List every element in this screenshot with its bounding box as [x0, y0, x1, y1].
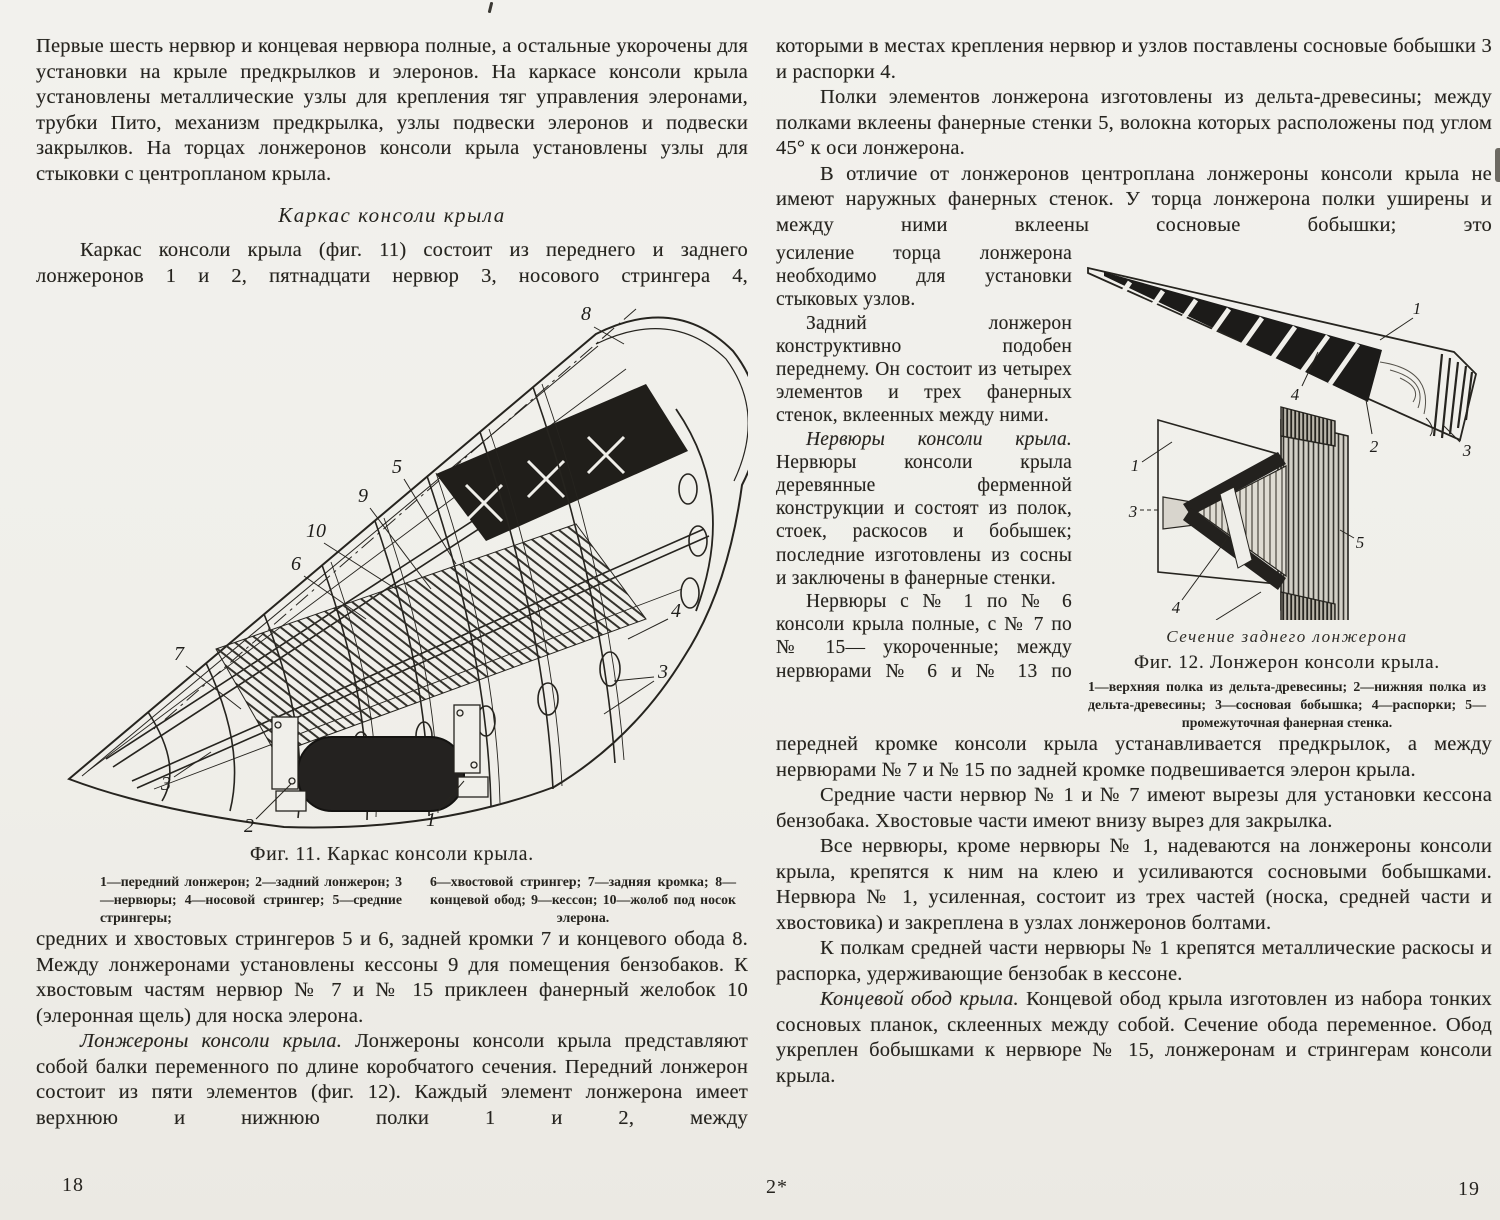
- figure-11: [36, 289, 748, 927]
- fig11-legend-col1: 1—передний лонжерон; 2—задний лонжерон; 3—нервюры; 4—носовой стрингер; 5—средние стрингеры;: [100, 874, 402, 925]
- fig12-spar-drawing: [1082, 242, 1492, 620]
- fig11-legend-col2: 6—хвостовой стрингер; 7—задняя кромка; 8—концевой обод; 9—кессон; 10—жолоб под носок элерона.: [430, 874, 736, 925]
- paragraph-lead: Нервюры консоли крыла.: [806, 428, 1072, 450]
- paragraph-reinforce: усиление торца лонжерона необходимо для установки стыковых узлов.: [776, 243, 1072, 311]
- paragraph-flanges: Полки элементов лонжерона изготовлены из дельта-древесины; между полками вклеены фанерные стенки 5, волокна которых расположены под углом 45° к оси лонжерона.: [776, 86, 1492, 159]
- paragraph-rest: Нервюры консоли крыла деревянные ферменной конструкции и состоят из полок, стоек, раскосов и бобышек; последние изготовлены из сосны и заключены в фанерные стенки.: [776, 451, 1072, 589]
- fig12-label-sec-3: 3: [1128, 502, 1138, 521]
- fig11-label-9: 9: [358, 485, 368, 507]
- right-page-column: [776, 34, 1492, 1089]
- page-number-left: 18: [62, 1174, 84, 1196]
- fig11-label-7: 7: [174, 643, 184, 665]
- fig11-label-1: 1: [426, 809, 436, 831]
- scan-mark: [488, 2, 494, 13]
- paragraph-cutouts: Средние части нервюр № 1 и № 7 имеют вырезы для установки кессона бензобака. Хвостовые части имеют внизу вырез для закрылка.: [776, 784, 1492, 832]
- fig12-label-top-1: 1: [1412, 299, 1422, 318]
- fig12-label-top-3: 3: [1462, 441, 1472, 460]
- paragraph-tip-rim: [776, 987, 1492, 1089]
- fig12-label-sec-1: 1: [1130, 456, 1140, 475]
- fig11-label-3-right: 3: [658, 661, 668, 683]
- fig11-caption: Фиг. 11. Каркас консоли крыла.: [250, 844, 534, 865]
- paragraph-rib-numbers: Нервюры с № 1 по № 6 консоли крыла полные, с № 7 по № 15— укороченные; между нервюрами № 6 и № 13 по: [776, 591, 1072, 682]
- figure-12: [1082, 242, 1492, 732]
- fig11-legend: [36, 873, 748, 927]
- paragraph-spars: [36, 1029, 748, 1131]
- fig11-label-4: 4: [671, 600, 681, 622]
- signature-mark: 2*: [766, 1176, 788, 1198]
- fig11-drawing: [69, 309, 748, 828]
- fig12-caption: Фиг. 12. Лонжерон консоли крыла.: [1134, 652, 1440, 673]
- fig12-section-label: Сечение заднего лонжерона: [1166, 627, 1408, 646]
- paragraph-rib-mounting: Все нервюры, кроме нервюры № 1, надеваются на лонжероны консоли крыла, крепятся к ним на клею и усиливаются сосновыми бобышками. Нервюра № 1, усиленная, состоит из трех частей (носка, средней части и хвостовика) и закреплена в узлах лонжеронов болтами.: [776, 835, 1492, 934]
- paragraph-lead: Концевой обод крыла.: [820, 988, 1019, 1010]
- paragraph-rest: Лонжероны консоли крыла представляют собой балки переменного по длине коробчатого сечения. Передний лонжерон состоит из пяти элементов (фиг. 12). Каждый элемент лонжерона имеет верхнюю и нижнюю полки 1 и 2, между: [36, 1030, 748, 1129]
- fig12-label-sec-2: [1206, 617, 1215, 620]
- paragraph-lead: Лонжероны консоли крыла.: [80, 1030, 343, 1052]
- fig11-label-6: 6: [291, 553, 301, 575]
- fig12-legend: 1—верхняя полка из дельта-древесины; 2—нижняя полка из дельта-древесины; 3—сосновая бобышка; 4—распорки; 5—промежуточная фанерная стенка.: [1088, 679, 1486, 730]
- scan-edge-artifact: [1495, 148, 1500, 182]
- fig11-wing-frame-drawing: [36, 289, 748, 834]
- page-number-right: 19: [1458, 1178, 1480, 1200]
- paragraph-braces: К полкам средней части нервюры № 1 крепятся металлические раскосы и распорка, удерживающие бензобак в кессоне.: [776, 937, 1492, 985]
- paragraph-intro: Первые шесть нервюр и концевая нервюра полные, а остальные укорочены для установки на крыле предкрылков и элеронов. На каркасе консоли крыла установлены металлические узлы для крепления тяг управления элеронами, трубки Пито, механизм предкрылка, узлы подвески элеронов и подвески закрылков. На торцах лонжеронов консоли крыла установлены узлы для стыковки с центропланом крыла.: [36, 35, 748, 185]
- paragraph-difference: В отличие от лонжеронов центроплана лонжероны консоли крыла не имеют наружных фанерных стенок. У торца лонжерона полки уширены и между ними вклеены сосновые бобышки; это: [776, 162, 1492, 236]
- paragraph-frame: Каркас консоли крыла (фиг. 11) состоит из переднего и заднего лонжеронов 1 и 2, пятнадцати нервюр 3, носового стрингера 4,: [36, 239, 748, 287]
- paragraph-slat-aileron: передней кромке консоли крыла устанавливается предкрылок, а между нервюрами № 7 и № 15 по задней кромке подвешивается элерон крыла.: [776, 733, 1492, 781]
- paragraph-bosses: которыми в местах крепления нервюр и узлов поставлены сосновые бобышки 3 и распорки 4.: [776, 35, 1492, 83]
- fig11-label-8: 8: [581, 303, 591, 325]
- fig11-label-3-bottom: 3: [161, 773, 171, 795]
- fig12-label-top-2: 2: [1369, 437, 1379, 456]
- section-heading: Каркас консоли крыла: [278, 203, 506, 227]
- fig11-label-10: 10: [306, 520, 326, 542]
- fig11-label-2: 2: [244, 815, 254, 834]
- paragraph-rear-spar: Задний лонжерон конструктивно подобен переднему. Он состоит из четырех элементов и трех фанерных стенок, вклеенных между ними.: [776, 312, 1072, 427]
- text-figure-row: [776, 242, 1492, 732]
- narrow-text-column: [776, 242, 1072, 732]
- paragraph-ribs: [776, 428, 1072, 590]
- fig12-label-sec-4: 4: [1171, 598, 1181, 617]
- left-page-column: [36, 34, 748, 1131]
- fig11-label-5: 5: [392, 456, 402, 478]
- fig12-drawing: [1088, 268, 1476, 620]
- paragraph-rest: Концевой обод крыла изготовлен из набора тонких сосновых планок, склеенных между собой. Сечение обода переменное. Обод укреплен бобышками к нервюре № 15, лонжеронам и стрингерам консоли крыла.: [776, 988, 1492, 1087]
- paragraph-stringers: средних и хвостовых стрингеров 5 и 6, задней кромки 7 и концевого обода 8. Между лонжеронами установлены кессоны 9 для помещения бензобаков. К хвостовым частям нервюр № 7 и № 15 приклеен фанерный желобок 10 (элеронная щель) для носка элерона.: [36, 928, 748, 1027]
- fig12-label-sec-5: 5: [1355, 533, 1365, 552]
- fig12-label-top-4: 4: [1290, 385, 1300, 404]
